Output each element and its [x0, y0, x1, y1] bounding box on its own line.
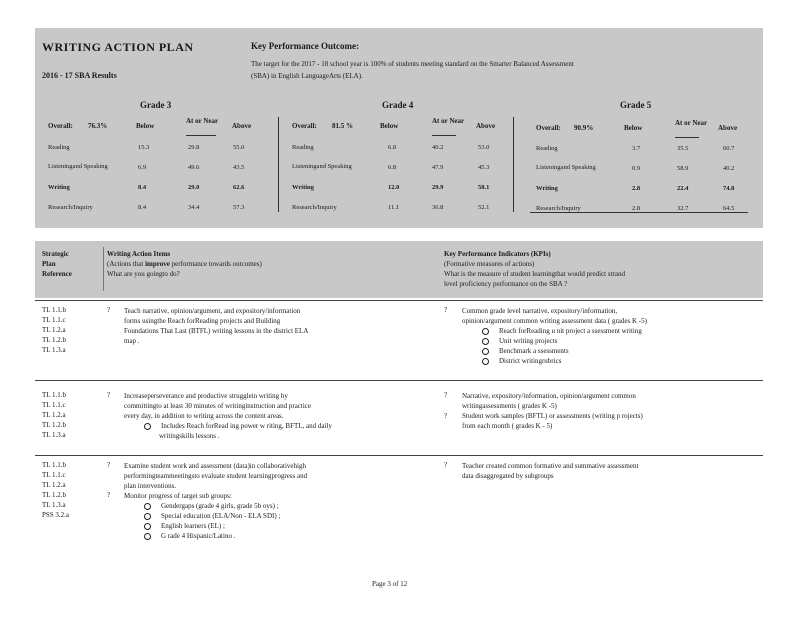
kpi-header-title: Key Performance Indicators (KPIs) [444, 250, 551, 258]
atnear-value: 58.9 [677, 164, 689, 172]
grade-5-table [536, 138, 751, 218]
action-items-header [107, 249, 262, 279]
section-separator [35, 455, 763, 456]
grade-3-row-reading [48, 137, 268, 157]
section-1-action: Teach narrative, opinion/argument, and expository/information forms usingthe Reach forReading projects and Building Foundations That Last (BTFL) writing lessons in the district ELA map . [124, 307, 309, 345]
bullet-icon: ? [444, 391, 448, 399]
grade-5-row-reading [536, 138, 751, 158]
grade-5-row-research [536, 198, 751, 218]
circle-bullet-icon [482, 348, 489, 355]
above-value: 62.6 [233, 183, 245, 191]
section-1-kpi: Common grade level narrative, expository/information, opinion/argument common writing assessment data ( grades K -5) Reach forReading u nit project a ssessment writing Unit writing projects Benchmark a ssessments District writingrubrics [462, 307, 647, 365]
above-value: 45.3 [478, 163, 490, 171]
grade-4-overall-value: 81.5 % [332, 122, 353, 130]
grade-4-row-listening [292, 157, 507, 177]
above-value: 58.1 [478, 183, 490, 191]
grade-3-atnear-underline [186, 135, 216, 136]
bullet-icon: ? [107, 461, 111, 469]
kpo-text-line2: (SBA) in English LanguageArts (ELA). [251, 72, 363, 80]
atnear-value: 49.6 [188, 163, 200, 171]
plan-header-divider [103, 247, 104, 291]
section-2-refs: TL 1.1.b TL 1.1.c TL 1.2.a TL 1.2.b TL 1.3.a [42, 391, 67, 439]
grade-5-col-below: Below [624, 124, 643, 132]
grade-3-overall-label: Overall: [48, 122, 73, 130]
circle-bullet-icon [144, 533, 151, 540]
above-value: 52.1 [478, 203, 490, 211]
atnear-value: 29.8 [188, 143, 200, 151]
below-value: 8.4 [138, 203, 147, 211]
below-value: 6.8 [388, 163, 397, 171]
action-bullet: English learners (EL) ; [124, 521, 307, 531]
bullet-icon: ? [444, 412, 448, 420]
circle-bullet-icon [144, 513, 151, 520]
atnear-value: 22.4 [677, 184, 689, 192]
kpi-bullet: District writingrubrics [462, 356, 647, 366]
above-value: 43.5 [233, 163, 245, 171]
above-value: 57.3 [233, 203, 245, 211]
action-bullet-cont: writingskills lessons . [159, 432, 220, 440]
grade-5-overall-value: 90.9% [574, 124, 594, 132]
circle-bullet-icon [144, 423, 151, 430]
above-value: 64.5 [723, 204, 735, 212]
below-value: 2.8 [632, 204, 641, 212]
action-bullet: G rade 4 Hispanic/Latino . [124, 531, 307, 541]
action-header-line2: (Actions that improve performance towards outcomes) [107, 260, 262, 268]
below-value: 0.9 [632, 164, 641, 172]
section-2-kpi: Narrative, expository/information, opinion/argument common writingassessments ( grades K -5) Student work samples (BFTL) or assessments (writing p rojects) from each month ( grades K - 5) [462, 392, 643, 430]
below-value: 3.7 [632, 144, 641, 152]
row-label: Listeningand Speaking [536, 164, 596, 171]
section-3-refs: TL 1.1.b TL 1.1.c TL 1.2.a TL 1.2.b TL 1.3.a PSS 3.2.a [42, 461, 70, 519]
row-label: Research/Inquiry [536, 204, 581, 212]
grade-5-row-writing [536, 178, 751, 198]
grade-4-row-research [292, 197, 507, 217]
above-value: 55.0 [233, 143, 245, 151]
row-label: Writing [536, 184, 558, 192]
below-value: 6.9 [138, 163, 147, 171]
below-value: 2.8 [632, 184, 641, 192]
kpi-bullet: Unit writing projects [462, 336, 647, 346]
grade-4-table [292, 137, 507, 217]
action-bullet: Special education (ELA/Non - ELA SDI) ; [124, 511, 307, 521]
ref-header-line: Strategic [42, 250, 69, 258]
row-label: Listeningand Speaking [292, 163, 352, 170]
action-header-line3: What are you goingto do? [107, 270, 180, 278]
above-value: 60.7 [723, 144, 735, 152]
circle-bullet-icon [144, 523, 151, 530]
grade-5-title: Grade 5 [620, 100, 652, 110]
ref-header-line: Reference [42, 270, 72, 278]
row-label: Writing [48, 183, 70, 191]
section-1-refs: TL 1.1.b TL 1.1.c TL 1.2.a TL 1.2.b TL 1.3.a [42, 306, 67, 354]
page-number: Page 3 of 12 [372, 580, 408, 588]
action-header-title: Writing Action Items [107, 250, 171, 258]
above-value: 53.0 [478, 143, 490, 151]
below-value: 11.1 [388, 203, 400, 211]
below-value: 6.8 [388, 143, 397, 151]
grade-5-col-atnear: At or Near [675, 119, 708, 127]
row-label: Writing [292, 183, 314, 191]
kpi-bullet: Reach forReading u nit project a ssessment writing [462, 326, 647, 336]
grade-3-row-research [48, 197, 268, 217]
atnear-value: 36.8 [432, 203, 444, 211]
section-separator [35, 380, 763, 381]
results-subtitle: 2016 - 17 SBA Results [42, 71, 117, 80]
grade-4-atnear-underline [432, 135, 456, 136]
bullet-icon: ? [444, 306, 448, 314]
grade-3-row-listening [48, 157, 268, 177]
grade-4-row-reading [292, 137, 507, 157]
grade-3-col-above: Above [232, 122, 252, 130]
ref-header-line: Plan [42, 260, 56, 268]
above-value: 40.2 [723, 164, 735, 172]
grade-4-divider [513, 117, 514, 212]
circle-bullet-icon [482, 358, 489, 365]
atnear-value: 34.4 [188, 203, 200, 211]
atnear-value: 32.7 [677, 204, 689, 212]
grade-5-overall-label: Overall: [536, 124, 561, 132]
kpi-header [444, 249, 625, 289]
bullet-icon: ? [444, 461, 448, 469]
kpi-bullet: Benchmark a ssessments [462, 346, 647, 356]
below-value: 15.3 [138, 143, 150, 151]
atnear-value: 29.9 [432, 183, 444, 191]
grade-3-divider [278, 117, 279, 212]
grade-4-col-above: Above [476, 122, 496, 130]
circle-bullet-icon [482, 338, 489, 345]
kpo-label: Key Performance Outcome: [251, 41, 359, 51]
kpo-text-line1: The target for the 2017 - 18 school year is 100% of students meeting standard on the Smarter Balanced Assessment [251, 60, 574, 68]
section-separator [35, 300, 763, 301]
grade-4-title: Grade 4 [382, 100, 414, 110]
grade-4-col-atnear: At or Near [432, 117, 465, 125]
row-label: Reading [292, 143, 314, 151]
grade-5-row-listening [536, 158, 751, 178]
atnear-value: 40.2 [432, 143, 444, 151]
kpi-header-line2: (Formative measures of actions) [444, 260, 535, 268]
action-bullet: Gendergaps (grade 4 girls, grade 5b oys) ; [124, 501, 307, 511]
below-value: 12.0 [388, 183, 400, 191]
document-title: WRITING ACTION PLAN [42, 40, 194, 54]
grade-3-col-atnear: At or Near [186, 117, 219, 125]
section-3-kpi: Teacher created common formative and summative assessment data disaggregated by subgroups [462, 462, 639, 480]
row-label: Reading [48, 143, 70, 151]
action-bullet: Includes Reach forRead ing power w riting, BFTL, and daily [124, 421, 332, 431]
section-2-action: Increaseperseverance and productive strugglein writing by committingto at least 30 minutes of writinginstruction and practice every day, in addition to writing across the content areas. Includes Reach forRead ing power w riting, BFTL, and daily writingskills lessons . [124, 392, 332, 440]
section-3-action: Examine student work and assessment (data)in collaborativehigh performingteammeetingsto evaluate student learningprogress and plan interventions. Monitor progress of target sub groups: Gendergaps (grade 4 girls, grade 5b oys) ; Special education (ELA/Non - ELA SDI) ; English learners (EL) ; G rade 4 Hispanic/Latino . [124, 462, 308, 540]
grade-4-overall-label: Overall: [292, 122, 317, 130]
grade-5-col-above: Above [718, 124, 738, 132]
grade-3-col-below: Below [136, 122, 155, 130]
row-label: Research/Inquiry [48, 203, 93, 211]
grade-3-title: Grade 3 [140, 100, 172, 110]
row-label: Research/Inquiry [292, 203, 337, 211]
above-value: 74.8 [723, 184, 735, 192]
atnear-value: 35.5 [677, 144, 689, 152]
circle-bullet-icon [482, 328, 489, 335]
bullet-icon: ? [107, 391, 111, 399]
row-label: Reading [536, 144, 558, 152]
grade-4-row-writing [292, 177, 507, 197]
kpi-header-line4: level proficiency performance on the SBA ? [444, 280, 568, 288]
grade-4-col-below: Below [380, 122, 399, 130]
grade-3-row-writing [48, 177, 268, 197]
grade-3-table [48, 137, 268, 217]
row-label: Listeningand Speaking [48, 163, 108, 170]
bullet-icon: ? [107, 491, 111, 499]
below-value: 8.4 [138, 183, 147, 191]
bullet-icon: ? [107, 306, 111, 314]
atnear-value: 47.9 [432, 163, 444, 171]
plan-ref-header [42, 249, 72, 279]
atnear-value: 29.0 [188, 183, 200, 191]
circle-bullet-icon [144, 503, 151, 510]
grade-3-overall-value: 76.3% [88, 122, 108, 130]
kpi-header-line3: What is the measure of student learningthat would predict strand [444, 270, 625, 278]
